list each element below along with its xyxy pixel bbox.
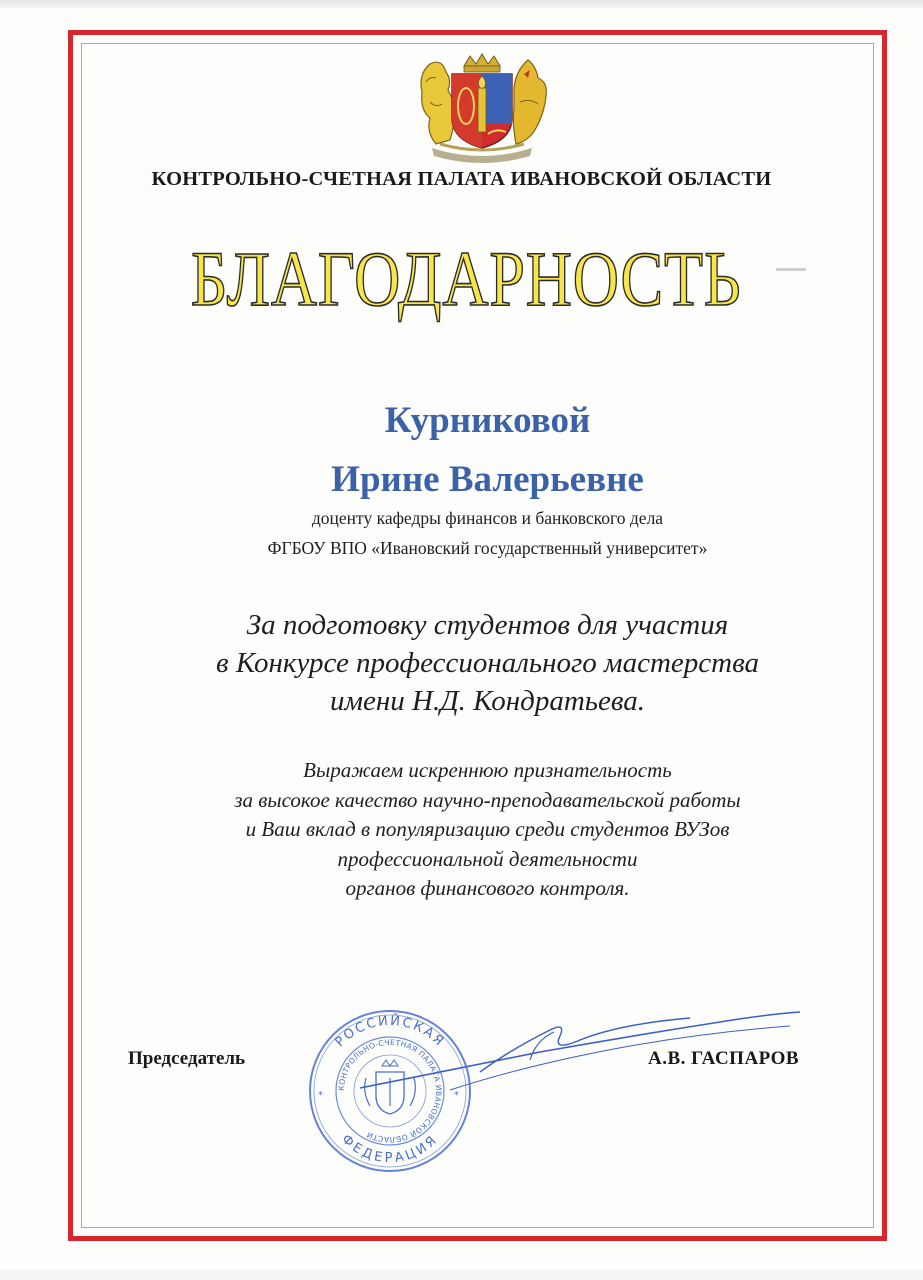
signatory-role: Председатель (128, 1048, 246, 1069)
reason-line: имени Н.Д. Кондратьева. (329, 685, 646, 717)
thanks-line: профессиональной деятельности (337, 846, 638, 871)
organization-name: КОНТРОЛЬНО-СЧЕТНАЯ ПАЛАТА ИВАНОВСКОЙ ОБЛАСТИ (151, 168, 772, 190)
thanks-line: за высокое качество научно-преподавательской работы (234, 787, 741, 812)
coat-of-arms-icon (412, 52, 552, 164)
recipient-surname: Курниковой (384, 400, 591, 441)
thanks-line: Выражаем искреннюю признательность (303, 758, 672, 782)
recipient-position: доценту кафедры финансов и банковского дела (311, 508, 664, 528)
seal-outer-text: РОССИЙСКАЯ (332, 1013, 448, 1051)
thanks-paragraph (26, 756, 923, 904)
seal-inner-text: КОНТРОЛЬНО-СЧЕТНАЯ ПАЛАТА ИВАНОВСКОЙ ОБЛАСТИ (336, 1037, 444, 1145)
scan-mark (776, 268, 806, 271)
recipient-university: ФГБОУ ВПО «Ивановский государственный университет» (267, 538, 708, 558)
svg-text:*: * (318, 1090, 323, 1101)
seal-bottom-text: ФЕДЕРАЦИЯ (338, 1131, 442, 1167)
signatory-name: А.В. ГАСПАРОВ (648, 1048, 800, 1069)
reason-line: За подготовку студентов для участия (246, 609, 729, 641)
handwritten-signature (330, 1000, 830, 1120)
thanks-line: органов финансового контроля. (345, 876, 630, 900)
reason-line: в Конкурсе профессионального мастерства (216, 647, 759, 679)
thanks-line: и Ваш вклад в популяризацию среди студентов ВУЗов (245, 817, 730, 841)
award-reason (26, 606, 923, 720)
certificate-title: БЛАГОДАРНОСТЬ (190, 235, 742, 322)
svg-text:*: * (454, 1090, 459, 1101)
scan-edge (0, 0, 923, 8)
recipient-given-names: Ирине Валерьевне (331, 459, 644, 500)
